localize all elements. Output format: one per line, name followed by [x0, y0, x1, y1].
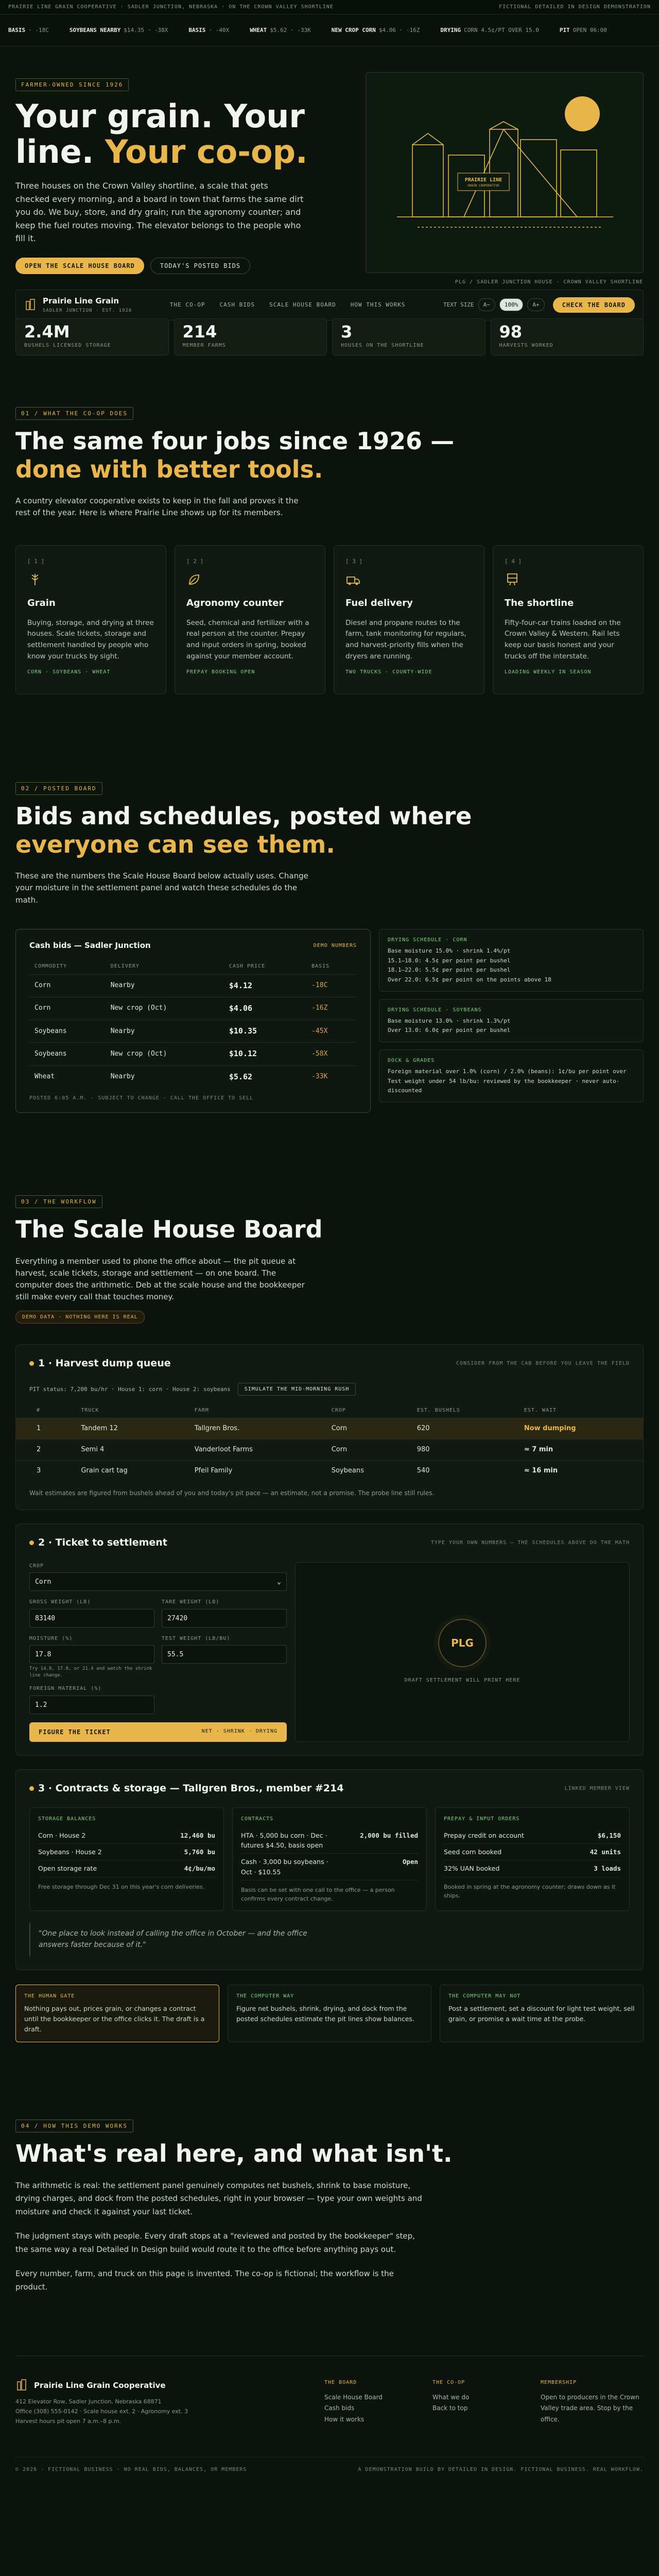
section-title: What's real here, and what isn't. [15, 2139, 453, 2167]
stat-card: 98 HARVESTS WORKED [491, 318, 644, 355]
copyright: © 2026 · FICTIONAL BUSINESS · NO REAL BIDS, BALANCES, OR MEMBERS [15, 2467, 247, 2473]
how-paragraph: The arithmetic is real: the settlement panel genuinely computes net bushels, shrink to base moisture, drying charges, and dock from the posted schedules, right in your browser — type your own weights and moisture and check it against your last ticket. [15, 2180, 422, 2216]
elevator-illustration [366, 72, 644, 285]
ticker-item: BASIS · -18C [8, 26, 49, 33]
drying-soy-note: DRYING SCHEDULE · SOYBEANS Base moisture 13.0% · shrink 1.3%/pt Over 13.0: 6.0¢ per point per bushel [379, 999, 644, 1042]
settlement-preview [295, 1562, 630, 1742]
board-section [15, 1113, 644, 2042]
footer-link[interactable]: How it works [324, 2416, 365, 2424]
moisture-input[interactable]: 17.8 [29, 1645, 154, 1664]
status-dot-icon [29, 1540, 34, 1545]
brand-sub: SADLER JUNCTION · EST. 1926 [43, 308, 132, 313]
prepay-card: PREPAY & INPUT ORDERS Prepay credit on account $6,150 Seed corn booked 42 units 32% UAN booked 3 loads Booked in spring at the agronomy counter; draws down as it ships. [435, 1807, 630, 1911]
bids-table: COMMODITY DELIVERY CASH PRICE BASIS Corn Nearby $4.12 -18C Corn New crop (Oct) $4.06 -16Z Soybeans Nearby $10.35 -45X Soybeans New crop (Oct) $10.12 -58X Wheat Nearby $5.62 -33K [29, 959, 357, 1088]
table-row[interactable]: 3 Grain cart tag Pfeil Family Soybeans 540 ≈ 16 min [16, 1461, 643, 1482]
section-lede: Everything a member used to phone the office about — the pit queue at harvest, scale tickets, storage and settlement — on one board. The computer does the arithmetic. Deb at the scale house and the bookkeeper still make every call that touches money. [15, 1256, 305, 1302]
contracts-card: CONTRACTS HTA · 5,000 bu corn · Dec · futures $4.50, basis open 2,000 bu filled Cash · 3,000 bu soybeans · Oct · $10.55 Open Basis can be set with one call to the office — a person confirms every contract change. [232, 1807, 427, 1911]
top-bar-right: FICTIONAL DETAILED IN DESIGN DEMONSTRATION [499, 4, 651, 10]
table-row: Corn Nearby $4.12 -18C [29, 974, 357, 997]
section-title: The Scale House Board [15, 1215, 323, 1244]
top-bar-left: PRAIRIE LINE GRAIN COOPERATIVE · SADLER JUNCTION, NEBRASKA · ON THE CROWN VALLEY SHORTLINE [8, 4, 334, 10]
demo-badge: DEMO NUMBERS [313, 942, 357, 948]
footer-col-membership: MEMBERSHIP Open to producers in the Crown Valley trade area. Stop by the office. [541, 2379, 644, 2426]
pit-status: PIT status: 7,200 bu/hr · House 1: corn · House 2: soybeans [29, 1385, 231, 1393]
stat-card: 2.4M BUSHELS LICENSED STORAGE [15, 318, 169, 355]
ticker-item: BASIS · -40X [188, 26, 230, 33]
dock-grades-note: DOCK & GRADES Foreign material over 1.0% (corn) / 2.0% (beans): 1¢/bu per point over Test weight under 54 lb/bu: reviewed by the bookkeeper · never auto-discounted [379, 1049, 644, 1103]
figure-ticket-button[interactable]: FIGURE THE TICKET NET · SHRINK · DRYING [29, 1722, 287, 1742]
dump-queue-panel: 1 · Harvest dump queue CONSIDER FROM THE CAB BEFORE YOU LEAVE THE FIELD PIT status: 7,200 bu/hr · House 1: corn · House 2: soybeans SIMULATE THE MID-MORNING RUSH # TRUCK FARM CROP EST. BUSHELS EST. WAIT 1 Tandem 12 Tallgren Bros. Corn 620 Now dumping 2 Semi 4 Vanderloot Farms Corn 980 ≈ 7 min 3 Grain cart tag Pfeil Family Soybeans 540 ≈ 16 min Wait estimates are figured from bushels ahead of you and today's pit pace — an estimate, not a promise. The probe line still rules. [15, 1344, 644, 1510]
demo-data-badge: DEMO DATA · NOTHING HERE IS REAL [15, 1311, 145, 1324]
hero-caption: PLG / SADLER JUNCTION HOUSE · CROWN VALLEY SHORTLINE [455, 279, 643, 285]
footer-membership-text: Open to producers in the Crown Valley trade area. Stop by the office. [541, 2393, 639, 2424]
ticker-item: DRYING CORN 4.5¢/PT OVER 15.0 [440, 26, 539, 33]
human-gate-card: THE HUMAN GATE Nothing pays out, prices grain, or changes a contract until the bookkeeper or the office clicks it. The draft is a draft. [15, 1985, 219, 2042]
footer [15, 2355, 644, 2484]
contracts-panel: 3 · Contracts & storage — Tallgren Bros., member #214 LINKED MEMBER VIEW STORAGE BALANCES Corn · House 2 12,460 bu Soybeans · House 2 5,760 bu Open storage rate 4¢/bu/mo Free storage through Dec 31 on this year's corn deliveries. CONTRACTS HTA · 5,000 bu corn · Dec · futures $4.50, basis open 2,000 bu filled Cash · 3,000 bu soybeans · Oct · $10.55 Open Basis can be set with one call to the office — a person confirms every contract change. PREPAY & INPUT ORDERS Prepay credit on account $6,150 Seed corn booked 42 units 32% UAN booked 3 loads Booked in spring at the agronomy counter; draws down as it ships. "One place to look instead of calling the office in October — and the office answers faster because of it." [15, 1769, 644, 1970]
section-lede: A country elevator cooperative exists to keep in the fall and proves it the rest of the year. Here is where Prairie Line shows up for its members. [15, 496, 299, 518]
price-ticker [0, 14, 659, 46]
table-row[interactable]: 1 Tandem 12 Tallgren Bros. Corn 620 Now dumping [16, 1418, 643, 1439]
section-title: Bids and schedules, posted where everyone can see them. [15, 802, 472, 858]
stat-card: 214 MEMBER FARMS [174, 318, 327, 355]
foreign-material-input[interactable]: 1.2 [29, 1696, 154, 1714]
hero-lede: Three houses on the Crown Valley shortline, a scale that gets checked every morning, and a board in town that farms the same dirt you do. We buy, store, and dry grain; run the agronomy counter; and keep the fuel routes moving. The elevator belongs to the people who fill it. [15, 180, 304, 244]
footer-address: 412 Elevator Row, Sadler Junction, Nebraska 68871 Office (308) 555-0142 · Scale house ext. 2 · Agronomy ext. 3 Harvest hours pit open 7 a.m.–8 p.m. [15, 2398, 188, 2425]
stats-strip [15, 318, 644, 355]
table-row: Wheat Nearby $5.62 -33K [29, 1065, 357, 1088]
ticker-item: SOYBEANS NEARBY $14.35 · -38X [69, 26, 168, 33]
ticket-panel: 2 · Ticket to settlement TYPE YOUR OWN NUMBERS — THE SCHEDULES ABOVE DO THE MATH CROP Corn ⌄ GROSS WEIGHT (LB) 83140 TARE WEIGHT (LB) 27420 MOISTURE (%) 17.8 Try 14.8, 17.8, or 21.4 and watch the shrink line change. TEST WEIGHT (LB/BU) 55.5 FOREIGN MATERIAL (%) 1.2 FIGURE THE TICKET NET · SHRINK · DRYING PLG DRAFT SETTLEMENT WILL PRINT HERE [15, 1523, 644, 1756]
bids-footnote: POSTED 6:05 A.M. · SUBJECT TO CHANGE · CALL THE OFFICE TO SELL [29, 1095, 254, 1101]
footer-link[interactable]: Scale House Board [324, 2393, 383, 2401]
logo-icon [24, 298, 38, 312]
footer-link[interactable]: Cash bids [324, 2404, 355, 2412]
text-size-reset-button[interactable]: 100% [499, 298, 524, 311]
table-row: Corn New crop (Oct) $4.06 -16Z [29, 997, 357, 1020]
plg-seal-icon: PLG [438, 1619, 487, 1667]
truck-icon [345, 572, 361, 587]
logo-icon [15, 2379, 29, 2392]
table-row: Soybeans New crop (Oct) $10.12 -58X [29, 1043, 357, 1065]
posted-bids-button[interactable]: TODAY'S POSTED BIDS [150, 258, 250, 274]
how-paragraph: Every number, farm, and truck on this page is invented. The co-op is fictional; the workflow is the product. [15, 2269, 394, 2292]
train-icon [505, 572, 520, 587]
nav-link-cash-bids[interactable]: CASH BIDS [219, 301, 255, 309]
moisture-help: Try 14.8, 17.8, or 21.4 and watch the shrink line change. [29, 1666, 152, 1678]
ticker-item: WHEAT $5.62 · -33K [250, 26, 311, 33]
jobs-section [15, 355, 644, 694]
drying-corn-note: DRYING SCHEDULE · CORN Base moisture 15.0% · shrink 1.4%/pt 15.1–18.0: 4.5¢ per point per bushel 18.1–22.0: 5.5¢ per point per bushel Over 22.0: 6.5¢ per point on the points above 18 [379, 929, 644, 992]
top-bar [0, 0, 659, 14]
job-card-fuel: [ 3 ] Fuel delivery Diesel and propane routes to the farm, tank monitoring for regulars, and harvest-priority fills when the dryers are running. TWO TRUCKS · COUNTY-WIDE [334, 545, 484, 694]
bids-section [15, 694, 644, 1113]
status-dot-icon [29, 1786, 34, 1791]
section-tag: 02 / POSTED BOARD [15, 782, 102, 795]
grain-icon [27, 572, 43, 587]
tare-weight-input[interactable]: 27420 [162, 1609, 287, 1628]
table-row[interactable]: 2 Semi 4 Vanderloot Farms Corn 980 ≈ 7 min [16, 1439, 643, 1461]
footer-link[interactable]: What we do [432, 2393, 470, 2401]
bids-title: Cash bids — Sadler Junction [29, 940, 151, 950]
gross-weight-input[interactable]: 83140 [29, 1609, 154, 1628]
text-size-increase-button[interactable]: A+ [527, 298, 544, 311]
text-size-label: TEXT SIZE [443, 301, 474, 309]
hero-tag: FARMER-OWNED SINCE 1926 [15, 78, 129, 91]
table-row: Soybeans Nearby $10.35 -45X [29, 1020, 357, 1043]
cash-bids-board [15, 929, 371, 1113]
check-board-button[interactable]: CHECK THE BOARD [553, 297, 635, 313]
sign-line-2: GRAIN COOPERATIVE [467, 184, 499, 188]
footer-col-coop: THE CO-OP What we do Back to top [432, 2379, 505, 2426]
elevator-icon [366, 73, 644, 274]
nav-link-scale-board[interactable]: SCALE HOUSE BOARD [269, 301, 336, 309]
job-card-agronomy: [ 2 ] Agronomy counter Seed, chemical and fertilizer with a real person at the counter. Prepay and input orders in spring, booked against your member account. PREPAY BOOKING OPEN [175, 545, 325, 694]
computer-way-card: THE COMPUTER WAY Figure net bushels, shrink, drying, and dock from the posted schedules estimate the pit lines show balances. [228, 1985, 431, 2042]
main-nav [15, 290, 644, 320]
chevron-down-icon: ⌄ [277, 1578, 281, 1586]
section-tag: 03 / THE WORKFLOW [15, 1195, 102, 1208]
sign-line-1: PRAIRIE LINE [464, 177, 502, 183]
crop-select[interactable]: Corn ⌄ [29, 1572, 287, 1591]
status-dot-icon [29, 1361, 34, 1366]
ticker-item: PIT OPEN 06:00 [559, 26, 607, 33]
member-quote: "One place to look instead of calling the office in October — and the office answers faster because of it." [29, 1923, 318, 1956]
test-weight-input[interactable]: 55.5 [162, 1645, 287, 1664]
open-board-button[interactable]: OPEN THE SCALE HOUSE BOARD [15, 258, 144, 274]
section-lede: These are the numbers the Scale House Board below actually uses. Change your moisture in the settlement panel and watch these schedules do the math. [15, 871, 308, 905]
nav-link-how[interactable]: HOW THIS WORKS [350, 301, 406, 309]
footer-brand: Prairie Line Grain Cooperative [34, 2380, 166, 2390]
job-card-grain: [ 1 ] Grain Buying, storage, and drying at three houses. Scale tickets, storage and settlement handled by people who know your trucks by sight. CORN · SOYBEANS · WHEAT [15, 545, 166, 694]
brand-name[interactable]: Prairie Line Grain [43, 296, 119, 306]
settlement-caption: DRAFT SETTLEMENT WILL PRINT HERE [404, 1677, 521, 1684]
leaf-icon [186, 572, 202, 587]
queue-footnote: Wait estimates are figured from bushels ahead of you and today's pit pace — an estimate, not a promise. The probe line still rules. [29, 1489, 435, 1497]
footer-credit: A DEMONSTRATION BUILD BY DETAILED IN DESIGN. FICTIONAL BUSINESS. REAL WORKFLOW. [358, 2467, 644, 2473]
footer-link[interactable]: Back to top [432, 2404, 468, 2412]
stat-card: 3 HOUSES ON THE SHORTLINE [332, 318, 485, 355]
section-tag: 01 / WHAT THE CO-OP DOES [15, 407, 133, 420]
how-paragraph: The judgment stays with people. Every draft stops at a "reviewed and posted by the bookkeeper" step, the same way a real Detailed In Design build would route it to the office before anything pays out. [15, 2231, 415, 2254]
ticker-item: NEW CROP CORN $4.06 · -16Z [331, 26, 420, 33]
footer-col-board: THE BOARD Scale House Board Cash bids How it works [324, 2379, 396, 2426]
text-size-decrease-button[interactable]: A− [478, 298, 495, 311]
hero [15, 46, 644, 285]
computer-may-not-card: THE COMPUTER MAY NOT Post a settlement, set a discount for light test weight, sell grain, or promise a wait time at the probe. [440, 1985, 644, 2042]
job-card-shortline: [ 4 ] The shortline Fifty-four-car trains loaded on the Crown Valley & Western. Rail lets keep our basis honest and your trucks off the interstate. LOADING WEEKLY IN SEASON [493, 545, 644, 694]
section-tag: 04 / HOW THIS DEMO WORKS [15, 2120, 133, 2132]
hero-title: Your grain. Your line. Your co-op. [15, 97, 308, 171]
section-title: The same four jobs since 1926 — done with better tools. [15, 427, 455, 484]
how-section [15, 2042, 644, 2294]
simulate-rush-button[interactable]: SIMULATE THE MID-MORNING RUSH [238, 1383, 356, 1396]
storage-balances-card: STORAGE BALANCES Corn · House 2 12,460 bu Soybeans · House 2 5,760 bu Open storage rate 4¢/bu/mo Free storage through Dec 31 on this year's corn deliveries. [29, 1807, 224, 1911]
nav-link-co-op[interactable]: THE CO-OP [169, 301, 205, 309]
queue-table: # TRUCK FARM CROP EST. BUSHELS EST. WAIT 1 Tandem 12 Tallgren Bros. Corn 620 Now dumping 2 Semi 4 Vanderloot Farms Corn 980 ≈ 7 min 3 Grain cart tag Pfeil Family Soybeans 540 ≈ 16 min [16, 1403, 643, 1482]
